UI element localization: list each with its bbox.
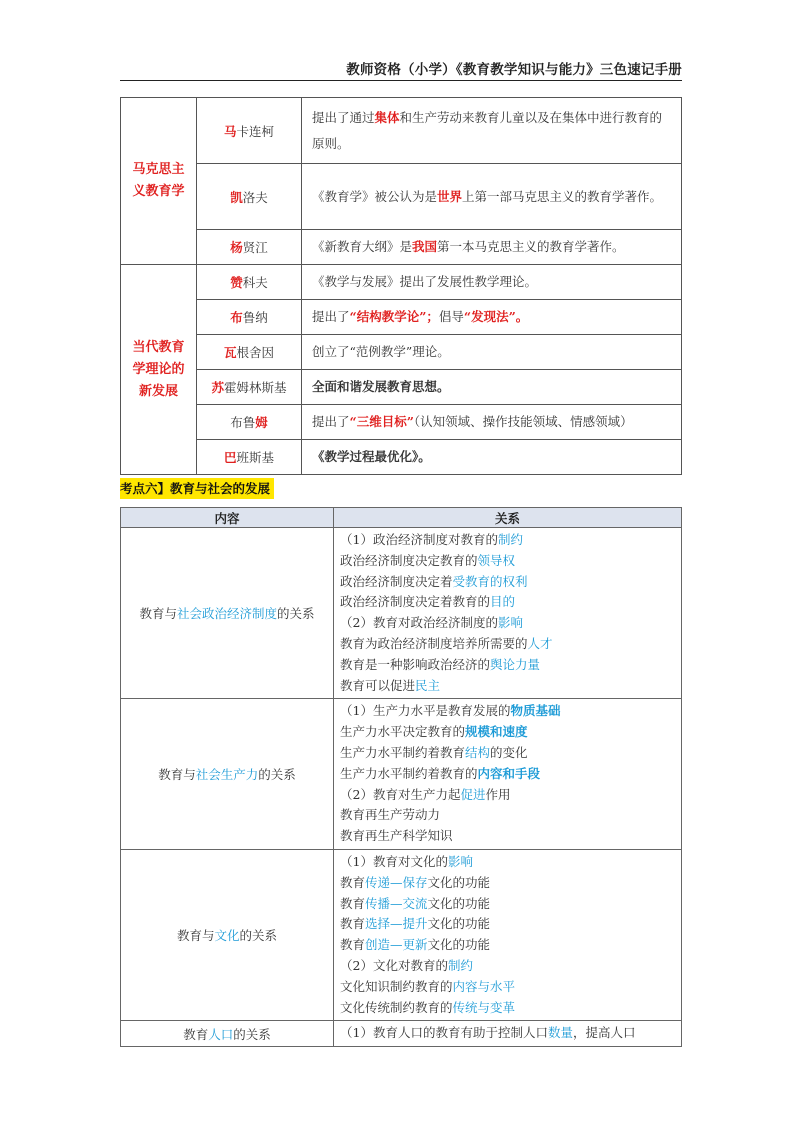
educator-name bbox=[197, 300, 302, 335]
educator-name bbox=[197, 440, 302, 475]
line-text: （1）教育人口的教育有助于控制人口 bbox=[340, 1025, 548, 1041]
relation-line bbox=[340, 935, 671, 956]
table-row bbox=[121, 699, 682, 850]
desc-highlight: “发现法”。 bbox=[463, 309, 529, 324]
name-highlight: 杨 bbox=[230, 240, 243, 255]
relation-line bbox=[340, 873, 671, 894]
educator-desc: 《教学与发展》提出了发展性教学理论。 bbox=[302, 265, 682, 300]
educator-desc bbox=[302, 300, 682, 335]
row-label bbox=[121, 528, 334, 699]
relation-line bbox=[340, 676, 671, 697]
label-text: 的关系 bbox=[233, 1026, 271, 1042]
desc-highlight: “三维目标” bbox=[349, 414, 414, 429]
name-highlight: 瓦 bbox=[223, 345, 237, 360]
line-highlight: 创造—更新 bbox=[365, 937, 428, 953]
line-text: 文化传统制约教育的 bbox=[340, 999, 453, 1015]
line-highlight: 民主 bbox=[415, 677, 441, 693]
desc-text: （认知领域、操作技能领域、情感领域） bbox=[413, 414, 633, 429]
educator-name bbox=[197, 405, 302, 440]
line-text: 教育 bbox=[340, 874, 366, 890]
educator-name bbox=[197, 335, 302, 370]
name-highlight: 布 bbox=[230, 310, 243, 325]
relation-line: 教育再生产科学知识 bbox=[340, 828, 453, 844]
line-highlight: 促进 bbox=[460, 786, 486, 802]
relation-line bbox=[340, 785, 671, 806]
educator-desc: 《教学过程最优化》。 bbox=[302, 440, 682, 475]
name-highlight: 巴 bbox=[223, 450, 237, 465]
line-text: 教育可以促进 bbox=[340, 677, 416, 693]
category-line: 义教育学 bbox=[132, 184, 185, 199]
relation-line bbox=[340, 722, 671, 743]
column-header-relation: 关系 bbox=[334, 508, 682, 528]
relation-line bbox=[340, 998, 671, 1019]
educator-desc: 全面和谐发展教育思想。 bbox=[302, 370, 682, 405]
line-text: 生产力水平决定教育的 bbox=[340, 724, 466, 740]
line-highlight: 制约 bbox=[447, 957, 473, 973]
name-rest: 霍姆林斯基 bbox=[224, 380, 287, 395]
desc-text: 提出了 bbox=[312, 414, 350, 429]
category-contemporary bbox=[121, 265, 197, 475]
desc-text: 《新教育大纲》是 bbox=[312, 239, 413, 254]
line-text: （2）教育对生产力起 bbox=[340, 786, 461, 802]
name-rest: 洛夫 bbox=[242, 189, 268, 205]
relation-line bbox=[340, 894, 671, 915]
column-header-content: 内容 bbox=[121, 508, 334, 528]
line-highlight: 影响 bbox=[447, 853, 473, 869]
educator-desc bbox=[302, 405, 682, 440]
table-row bbox=[121, 1021, 682, 1047]
relation-line bbox=[340, 956, 671, 977]
line-highlight: 内容和手段 bbox=[477, 765, 541, 781]
relation-line bbox=[340, 852, 671, 873]
table-row bbox=[121, 849, 682, 1020]
row-relations bbox=[334, 1021, 682, 1047]
line-highlight: 人才 bbox=[527, 635, 553, 651]
line-text: （2）教育对政治经济制度的 bbox=[340, 615, 498, 631]
relation-line bbox=[340, 572, 671, 593]
line-text: 文化的功能 bbox=[427, 937, 491, 953]
relation-line: 教育再生产劳动力 bbox=[340, 807, 441, 823]
table-row bbox=[121, 528, 682, 699]
line-text: ，提高人口 bbox=[572, 1025, 636, 1041]
relation-line bbox=[340, 1023, 671, 1044]
line-highlight: 制约 bbox=[497, 532, 523, 547]
educator-desc bbox=[302, 98, 682, 164]
line-text: 政治经济制度决定教育的 bbox=[340, 552, 478, 568]
desc-text: 倡导 bbox=[438, 309, 464, 324]
name-highlight: 马 bbox=[223, 123, 237, 139]
category-line: 当代教育 bbox=[132, 339, 185, 355]
line-text: 的变化 bbox=[490, 744, 528, 760]
relation-line bbox=[340, 530, 671, 551]
relation-line bbox=[340, 592, 671, 613]
line-text: 文化的功能 bbox=[427, 895, 491, 911]
desc-text: 和生产劳动来教育儿童以及在集体中进行教育的原则。 bbox=[312, 109, 663, 151]
line-text: 教育 bbox=[340, 916, 366, 932]
line-text: 教育 bbox=[340, 937, 366, 953]
name-rest: 科夫 bbox=[242, 275, 268, 290]
label-highlight: 文化 bbox=[214, 928, 240, 944]
line-text: 教育 bbox=[340, 895, 366, 911]
section-title: 考点六】教育与社会的发展 bbox=[120, 478, 274, 499]
educator-desc bbox=[302, 164, 682, 230]
desc-highlight: 世界 bbox=[437, 188, 463, 204]
line-highlight: 传播—交流 bbox=[365, 895, 428, 911]
line-text: 教育为政治经济制度培养所需要的 bbox=[340, 635, 528, 651]
row-label bbox=[121, 1021, 334, 1047]
line-highlight: 受教育的权利 bbox=[452, 573, 528, 589]
relation-line bbox=[340, 655, 671, 676]
name-rest: 卡连柯 bbox=[236, 123, 275, 139]
line-highlight: 舆论力量 bbox=[490, 656, 541, 672]
line-text: 文化的功能 bbox=[427, 874, 491, 890]
line-highlight: 数量 bbox=[547, 1025, 573, 1041]
educator-name bbox=[197, 98, 302, 164]
line-text: 教育是一种影响政治经济的 bbox=[340, 656, 491, 672]
line-highlight: 物质基础 bbox=[510, 703, 561, 719]
row-label bbox=[121, 699, 334, 850]
row-relations bbox=[334, 528, 682, 699]
relation-line bbox=[340, 613, 671, 634]
label-highlight: 社会生产力 bbox=[195, 767, 259, 783]
line-text: （1）生产力水平是教育发展的 bbox=[340, 703, 511, 719]
educator-name bbox=[197, 230, 302, 265]
row-relations bbox=[334, 849, 682, 1020]
line-text: 生产力水平制约着教育的 bbox=[340, 765, 478, 781]
line-highlight: 领导权 bbox=[477, 552, 516, 568]
label-text: 教育与 bbox=[158, 767, 196, 783]
line-text: 文化知识制约教育的 bbox=[340, 978, 453, 994]
line-text: （1）政治经济制度对教育的 bbox=[340, 532, 498, 547]
name-highlight: 赞 bbox=[230, 275, 243, 290]
desc-text: 《教育学》被公认为是 bbox=[312, 188, 438, 204]
desc-highlight: “结构教学论”； bbox=[349, 309, 439, 324]
label-text: 教育 bbox=[183, 1026, 209, 1042]
line-highlight: 结构 bbox=[465, 744, 491, 760]
header-rule bbox=[120, 80, 682, 81]
desc-text: 第一本马克思主义的教育学著作。 bbox=[437, 239, 625, 254]
educators-table bbox=[120, 97, 682, 475]
row-label bbox=[121, 849, 334, 1020]
educator-name bbox=[197, 265, 302, 300]
desc-highlight: 我国 bbox=[412, 239, 438, 254]
name-highlight: 姆 bbox=[255, 415, 268, 430]
label-text: 的关系 bbox=[239, 928, 278, 944]
relation-line bbox=[340, 914, 671, 935]
relation-line bbox=[340, 743, 671, 764]
name-highlight: 苏 bbox=[211, 380, 224, 395]
label-highlight: 社会政治经济制度 bbox=[176, 606, 277, 622]
page-header-title: 教师资格（小学）《教育教学知识与能力》三色速记手册 bbox=[346, 62, 682, 78]
line-highlight: 影响 bbox=[497, 615, 523, 631]
relation-line bbox=[340, 977, 671, 998]
line-highlight: 内容与水平 bbox=[452, 978, 516, 994]
desc-text: 上第一部马克思主义的教育学著作。 bbox=[462, 188, 663, 204]
educator-name bbox=[197, 164, 302, 230]
category-line: 新发展 bbox=[138, 383, 178, 399]
relation-line bbox=[340, 551, 671, 572]
line-highlight: 传统与变革 bbox=[452, 999, 516, 1015]
category-marxist bbox=[121, 98, 197, 265]
relation-line bbox=[340, 764, 671, 785]
line-text: 生产力水平制约着教育 bbox=[340, 744, 466, 760]
desc-highlight: 集体 bbox=[374, 109, 400, 125]
line-text: 作用 bbox=[485, 786, 511, 802]
category-line: 马克思主 bbox=[132, 162, 185, 177]
name-rest: 根舍因 bbox=[236, 345, 275, 360]
line-text: 政治经济制度决定着教育的 bbox=[340, 594, 491, 610]
relation-line bbox=[340, 701, 671, 722]
line-text: 文化的功能 bbox=[427, 916, 491, 932]
label-text: 教育与 bbox=[176, 928, 215, 944]
line-text: 政治经济制度决定着 bbox=[340, 573, 453, 589]
name-rest: 布鲁 bbox=[230, 415, 256, 430]
name-rest: 班斯基 bbox=[236, 450, 275, 465]
line-text: （1）教育对文化的 bbox=[340, 853, 448, 869]
name-highlight: 凯 bbox=[230, 189, 243, 205]
label-highlight: 人口 bbox=[208, 1026, 234, 1042]
label-text: 的关系 bbox=[277, 606, 315, 622]
row-relations bbox=[334, 699, 682, 850]
desc-text: 提出了 bbox=[312, 309, 350, 324]
educator-desc: 创立了“范例教学”理论。 bbox=[302, 335, 682, 370]
educator-desc bbox=[302, 230, 682, 265]
relation-line bbox=[340, 634, 671, 655]
line-highlight: 规模和速度 bbox=[465, 724, 528, 740]
label-text: 教育与 bbox=[139, 606, 177, 622]
label-text: 的关系 bbox=[258, 767, 296, 783]
education-society-table bbox=[120, 507, 682, 1047]
line-highlight: 传递—保存 bbox=[365, 874, 428, 890]
line-highlight: 目的 bbox=[490, 594, 516, 610]
line-highlight: 选择—提升 bbox=[365, 916, 428, 932]
educator-name bbox=[197, 370, 302, 405]
desc-text: 提出了通过 bbox=[312, 109, 375, 125]
category-line: 学理论的 bbox=[132, 361, 185, 377]
line-text: （2）文化对教育的 bbox=[340, 957, 448, 973]
name-rest: 贤江 bbox=[242, 240, 268, 255]
name-rest: 鲁纳 bbox=[242, 310, 268, 325]
